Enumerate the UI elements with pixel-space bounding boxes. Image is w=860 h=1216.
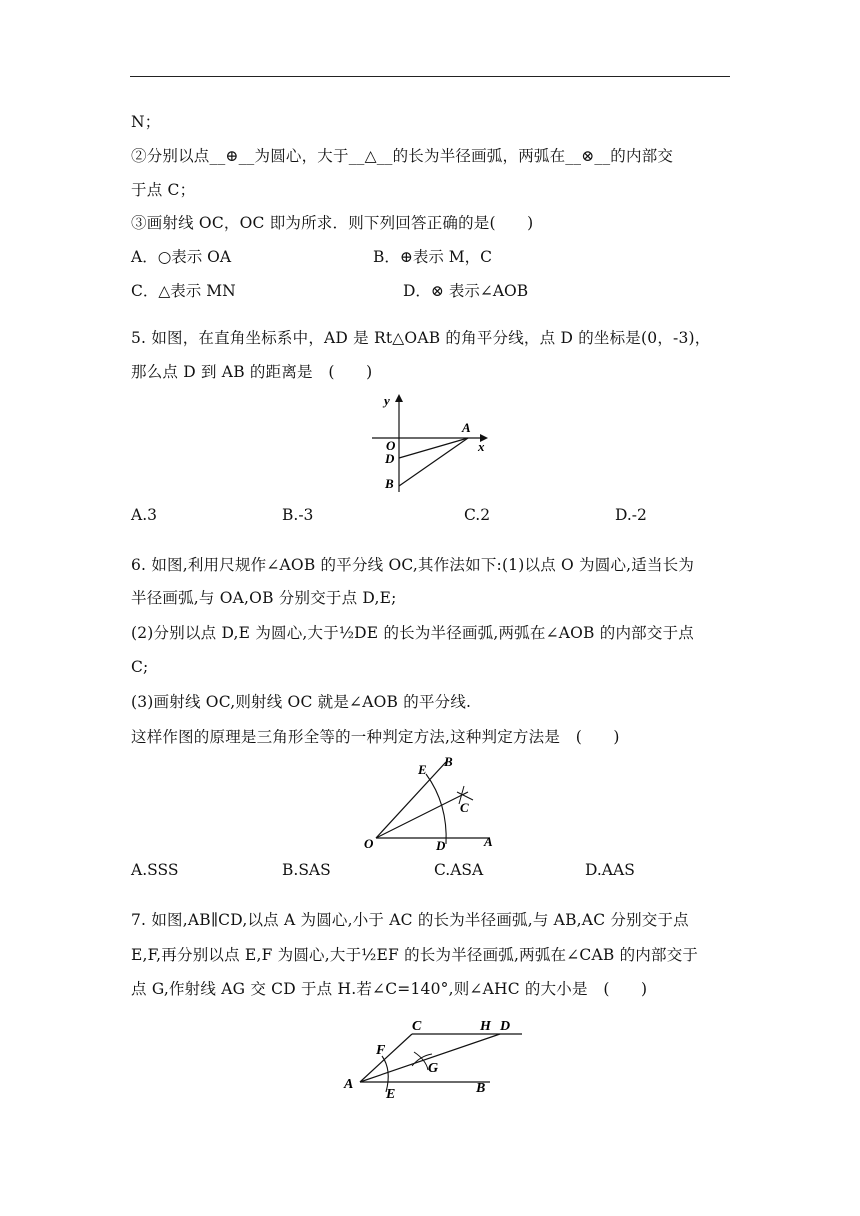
q6-bisector-figure bbox=[360, 754, 505, 854]
q5-option-a: A.3 bbox=[131, 506, 157, 524]
q4-line-n: N； bbox=[131, 113, 161, 131]
q5-option-d: D.-2 bbox=[615, 506, 647, 524]
q6-option-a: A.SSS bbox=[131, 861, 179, 879]
q6-label-a: A bbox=[484, 834, 493, 849]
q6-label-e: E bbox=[418, 762, 427, 777]
q4-option-a: A．○表示 OA bbox=[131, 248, 232, 266]
q6-step-2-cont: C; bbox=[131, 658, 149, 676]
q7-label-h: H bbox=[480, 1019, 491, 1034]
q7-stem-line-1: 7. 如图,AB∥CD,以点 A 为圆心,小于 AC 的长为半径画弧,与 AB,AC 分别交于点 bbox=[131, 911, 689, 929]
q7-stem-line-3: 点 G,作射线 AG 交 CD 于点 H.若∠C=140°,则∠AHC 的大小是 ( ) bbox=[131, 980, 648, 998]
q6-option-b: B.SAS bbox=[282, 861, 331, 879]
q6-label-b: B bbox=[444, 754, 453, 769]
q7-label-f: F bbox=[376, 1043, 386, 1058]
q4-option-d: D．⊗ 表示∠AOB bbox=[403, 282, 529, 300]
q6-step-2: (2)分别以点 D,E 为圆心,大于½DE 的长为半径画弧,两弧在∠AOB 的内部交于点 bbox=[131, 624, 694, 642]
q7-label-d: D bbox=[500, 1019, 511, 1034]
q6-option-d: D.AAS bbox=[585, 861, 635, 879]
q5-coordinate-figure bbox=[360, 388, 500, 498]
q5-label-y: y bbox=[384, 393, 390, 408]
q7-label-a: A bbox=[344, 1077, 354, 1092]
q6-stem-line-1: 6. 如图,利用尺规作∠AOB 的平分线 OC,其作法如下:(1)以点 O 为圆心,适当长为 bbox=[131, 556, 695, 574]
q7-parallel-figure bbox=[340, 1012, 530, 1104]
q6-stem-line-2: 半径画弧,与 OA,OB 分别交于点 D,E; bbox=[131, 589, 397, 607]
q7-label-e: E bbox=[386, 1087, 396, 1102]
q6-label-d: D bbox=[436, 838, 446, 853]
q4-step-3: ③画射线 OC，OC 即为所求．则下列回答正确的是( ) bbox=[131, 214, 534, 232]
q7-label-c: C bbox=[412, 1019, 422, 1034]
q7-label-g: G bbox=[428, 1061, 439, 1076]
q4-option-b: B．⊕表示 M，C bbox=[373, 248, 493, 266]
q5-label-a: A bbox=[462, 420, 471, 435]
q7-stem-line-2: E,F,再分别以点 E,F 为圆心,大于½EF 的长为半径画弧,两弧在∠CAB 的内部交于 bbox=[131, 946, 699, 964]
q5-stem-line-1: 5. 如图，在直角坐标系中，AD 是 Rt△OAB 的角平分线，点 D 的坐标是(0，-3)， bbox=[131, 329, 711, 347]
q5-label-d: D bbox=[385, 451, 395, 466]
q5-stem-line-2: 那么点 D 到 AB 的距离是 ( ) bbox=[131, 363, 373, 381]
q6-question: 这样作图的原理是三角形全等的一种判定方法,这种判定方法是 ( ) bbox=[131, 728, 620, 746]
header-rule bbox=[130, 76, 730, 77]
q5-option-c: C.2 bbox=[464, 506, 491, 524]
q5-label-o: O bbox=[386, 438, 396, 453]
q4-step-2-cont: 于点 C； bbox=[131, 181, 196, 199]
q4-step-2: ②分别以点__⊕__为圆心，大于__△__的长为半径画弧，两弧在__⊗__的内部交 bbox=[131, 147, 674, 165]
q6-label-c: C bbox=[460, 800, 469, 815]
q6-label-o: O bbox=[364, 836, 374, 851]
q5-option-b: B.-3 bbox=[282, 506, 314, 524]
q7-label-b: B bbox=[476, 1081, 486, 1096]
q6-step-3: (3)画射线 OC,则射线 OC 就是∠AOB 的平分线. bbox=[131, 693, 472, 711]
q4-option-c: C．△表示 MN bbox=[131, 282, 236, 300]
q6-option-c: C.ASA bbox=[434, 861, 484, 879]
q5-label-b: B bbox=[385, 476, 394, 491]
q5-label-x: x bbox=[478, 439, 485, 454]
